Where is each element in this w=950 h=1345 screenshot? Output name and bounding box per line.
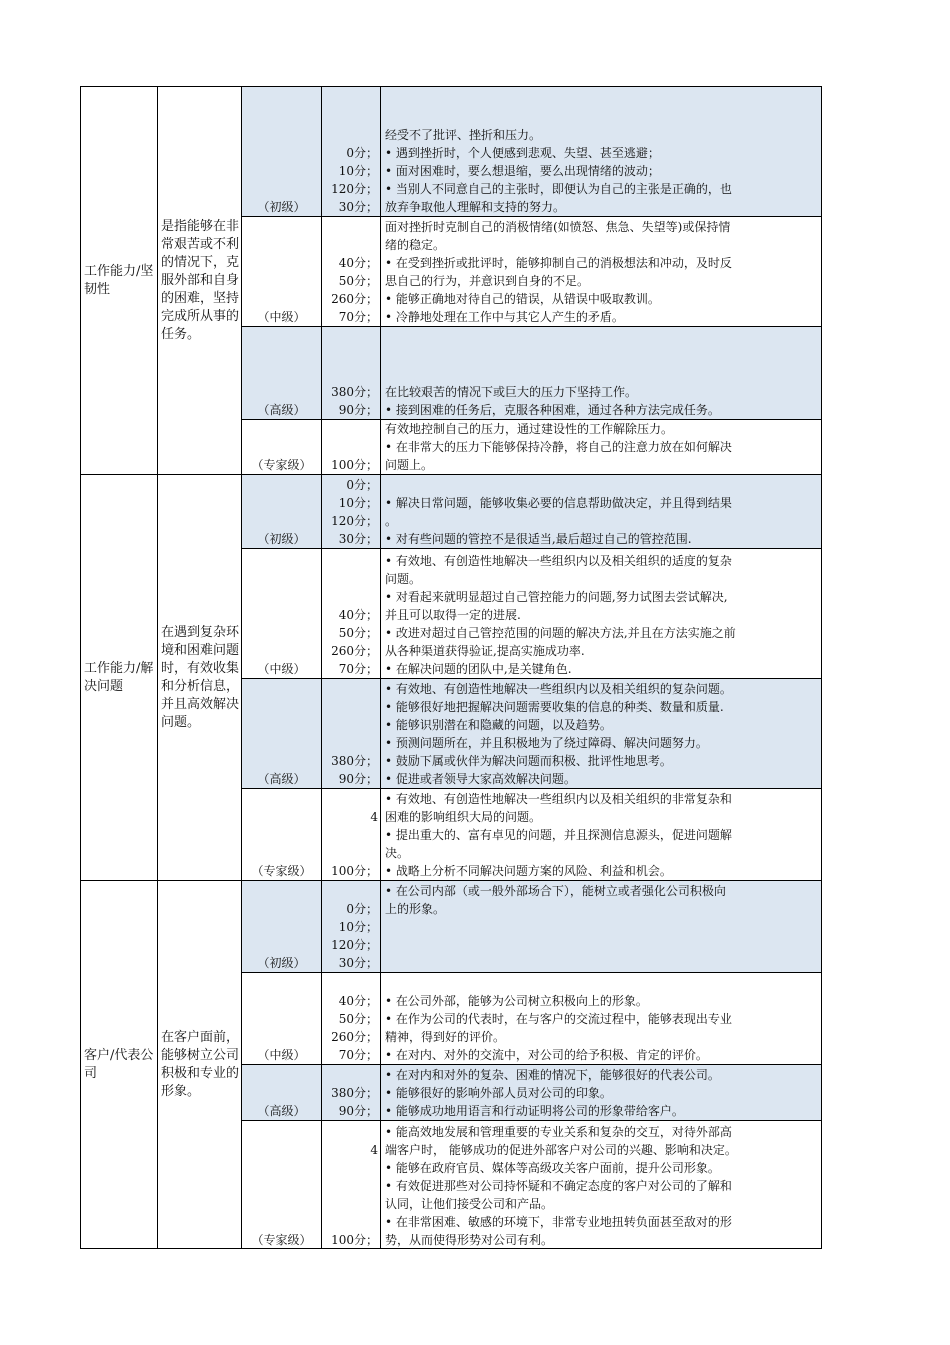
- description-cell: [380, 678, 821, 788]
- description-line: 困难的影响组织大局的问题。: [385, 810, 542, 824]
- description-line: • 有效促进那些对公司持怀疑和不确定态度的客户对公司的了解和: [385, 1179, 732, 1193]
- description-line: 上的形象。: [385, 902, 446, 916]
- score-line: 380分；: [331, 754, 378, 768]
- description-line: 绪的稳定。: [385, 238, 446, 252]
- level-label: （高级）: [257, 403, 306, 417]
- competency-table: [80, 86, 822, 1249]
- level-label: （高级）: [257, 1104, 306, 1118]
- level-cell: [241, 1064, 321, 1120]
- score-line: 0分；: [346, 478, 378, 492]
- description-cell: [380, 216, 821, 326]
- score-line: [331, 1177, 378, 1195]
- score-line: [331, 438, 378, 456]
- level-cell: [241, 326, 321, 419]
- category-label: 客户/代表公司: [84, 1048, 154, 1081]
- description-line: • 接到困难的任务后，克服各种困难，通过各种方法完成任务。: [385, 403, 720, 417]
- score-line: 30分；: [338, 532, 378, 546]
- description-list: [385, 1123, 815, 1249]
- score-list: [331, 900, 378, 972]
- score-line: 40分；: [338, 256, 378, 270]
- description-list: [385, 552, 815, 678]
- score-line: 120分；: [331, 514, 378, 528]
- definition-text: 在遇到复杂环境和困难问题时，有效收集和分析信息，并且高效解决问题。: [161, 624, 240, 730]
- description-line: • 遇到挫折时，个人便感到悲观、失望、甚至逃避；: [385, 146, 660, 160]
- description-line: • 预测问题所在，并且积极地为了绕过障碍、解决问题努力。: [385, 736, 708, 750]
- definition-cell: [157, 474, 241, 880]
- description-line: • 有效地、有创造性地解决一些组织内以及相关组织的复杂问题。: [385, 682, 732, 696]
- score-list: [331, 808, 378, 880]
- level-label: （专家级）: [251, 864, 312, 878]
- score-line: 100分；: [331, 1233, 378, 1247]
- description-line: 势，从而使得形势对公司有利。: [385, 1233, 554, 1247]
- score-list: [331, 383, 378, 419]
- score-list: [331, 419, 378, 474]
- definition-cell: [157, 880, 241, 1249]
- description-cell: [380, 1120, 821, 1249]
- description-line: • 鼓励下属或伙伴为解决问题而积极、批评性地思考。: [385, 754, 672, 768]
- description-line: • 能够很好地把握解决问题需要收集的信息的种类、数量和质量.: [385, 700, 724, 714]
- level-cell: [241, 678, 321, 788]
- description-cell: [380, 548, 821, 678]
- score-list: [331, 606, 378, 678]
- description-line: • 能够在政府官员、媒体等高级攻关客户面前，提升公司形象。: [385, 1161, 720, 1175]
- level-label: （初级）: [257, 532, 306, 546]
- description-line: • 能够正确地对待自己的错误，从错误中吸取教训。: [385, 292, 660, 306]
- level-label: （专家级）: [251, 1233, 312, 1247]
- description-line: • 能高效地发展和管理重要的专业关系和复杂的交互，对待外部高: [385, 1125, 732, 1139]
- description-cell: [380, 1064, 821, 1120]
- description-line: • 战略上分析不同解决问题方案的风险、利益和机会。: [385, 864, 672, 878]
- description-cell: [380, 326, 821, 419]
- score-line: 40分；: [338, 608, 378, 622]
- description-line: 问题。: [385, 572, 422, 586]
- description-line: • 在公司外部，能够为公司树立积极向上的形象。: [385, 994, 648, 1008]
- description-line: 从各种渠道获得验证,提高实施成功率.: [385, 644, 585, 658]
- description-line: • 在公司内部（或一般外部场合下），能树立或者强化公司积极向: [385, 884, 726, 898]
- category-label: 工作能力/解决问题: [84, 660, 154, 694]
- level-cell: [241, 86, 321, 216]
- description-line: • 冷静地处理在工作中与其它人产生的矛盾。: [385, 310, 624, 324]
- score-cell: [321, 86, 380, 216]
- level-label: （中级）: [257, 310, 306, 324]
- score-list: [331, 1141, 378, 1249]
- description-line: 决。: [385, 846, 410, 860]
- category-label: 工作能力/坚韧性: [84, 263, 154, 297]
- score-list: [331, 144, 378, 216]
- score-line: 50分；: [338, 274, 378, 288]
- description-line: 。: [385, 514, 398, 528]
- score-line: 0分；: [346, 902, 378, 916]
- score-line: 30分；: [338, 956, 378, 970]
- description-line: [385, 936, 815, 954]
- description-list: [385, 882, 815, 972]
- description-line: 问题上。: [385, 458, 434, 472]
- score-line: 380分；: [331, 1086, 378, 1100]
- score-line: 4: [370, 810, 378, 824]
- level-cell: [241, 419, 321, 474]
- score-line: 70分；: [338, 662, 378, 676]
- score-cell: [321, 678, 380, 788]
- description-line: • 解决日常问题，能够收集必要的信息帮助做决定，并且得到结果: [385, 496, 732, 510]
- level-cell: [241, 880, 321, 972]
- score-cell: [321, 880, 380, 972]
- description-list: [385, 992, 815, 1064]
- score-line: 90分；: [338, 1104, 378, 1118]
- description-line: • 能够识别潜在和隐藏的问题，以及趋势。: [385, 718, 612, 732]
- description-line: [385, 918, 815, 936]
- score-list: [331, 1084, 378, 1120]
- description-line: • 在对内和对外的复杂、困难的情况下，能够很好的代表公司。: [385, 1068, 720, 1082]
- score-cell: [321, 216, 380, 326]
- description-line: • 能够很好的影响外部人员对公司的印象。: [385, 1086, 612, 1100]
- description-line: • 提出重大的、富有卓见的问题，并且探测信息源头，促进问题解: [385, 828, 732, 842]
- description-list: [385, 494, 815, 548]
- score-line: 4: [370, 1143, 378, 1157]
- level-label: （高级）: [257, 772, 306, 786]
- description-line: • 有效地、有创造性地解决一些组织内以及相关组织的适度的复杂: [385, 554, 732, 568]
- level-label: （初级）: [257, 956, 306, 970]
- description-line: 思自己的行为，并意识到自身的不足。: [385, 274, 590, 288]
- definition-text: 在客户面前，能够树立公司积极和专业的形象。: [161, 1030, 240, 1099]
- score-line: 90分；: [338, 772, 378, 786]
- score-line: 100分；: [331, 864, 378, 878]
- score-line: 260分；: [331, 644, 378, 658]
- description-list: [385, 1066, 815, 1120]
- definition-cell: [157, 86, 241, 474]
- score-line: [331, 1195, 378, 1213]
- definition-text: 是指能够在非常艰苦或不利的情况下，克服外部和自身的困难，坚持完成所从事的任务。: [161, 218, 240, 342]
- level-cell: [241, 474, 321, 548]
- description-cell: [380, 972, 821, 1064]
- score-cell: [321, 326, 380, 419]
- score-line: 70分；: [338, 310, 378, 324]
- score-cell: [321, 548, 380, 678]
- score-line: 10分；: [338, 164, 378, 178]
- score-cell: [321, 972, 380, 1064]
- description-line: • 能够成功地用语言和行动证明将公司的形象带给客户。: [385, 1104, 684, 1118]
- description-line: • 在非常大的压力下能够保持冷静，将自己的注意力放在如何解决: [385, 440, 732, 454]
- description-list: [385, 383, 815, 419]
- level-label: （中级）: [257, 1048, 306, 1062]
- score-line: 70分；: [338, 1048, 378, 1062]
- description-list: [385, 126, 815, 216]
- description-line: 认同，让他们接受公司和产品。: [385, 1197, 554, 1211]
- score-line: 30分；: [338, 200, 378, 214]
- category-cell: [80, 474, 157, 880]
- description-line: • 改进对超过自己管控范围的问题的解决方法,并且在方法实施之前: [385, 626, 736, 640]
- score-line: 100分；: [331, 458, 378, 472]
- level-cell: [241, 972, 321, 1064]
- description-cell: [380, 474, 821, 548]
- description-line: • 在对内、对外的交流中，对公司的给予积极、肯定的评价。: [385, 1048, 708, 1062]
- category-cell: [80, 86, 157, 474]
- score-cell: [321, 474, 380, 548]
- description-line: 面对挫折时克制自己的消极情绪(如愤怒、焦急、失望等)或保持情: [385, 220, 731, 234]
- description-line: 精神，得到好的评价。: [385, 1030, 506, 1044]
- description-cell: [380, 86, 821, 216]
- description-line: • 对有些问题的管控不是很适当,最后超过自己的管控范围.: [385, 532, 692, 546]
- description-line: 并且可以取得一定的进展.: [385, 608, 521, 622]
- score-line: 90分；: [338, 403, 378, 417]
- level-cell: [241, 788, 321, 880]
- score-line: 260分；: [331, 1030, 378, 1044]
- level-label: （专家级）: [251, 458, 312, 472]
- level-cell: [241, 548, 321, 678]
- description-line: • 在解决问题的团队中,是关键角色.: [385, 662, 572, 676]
- description-list: [385, 420, 815, 474]
- description-cell: [380, 880, 821, 972]
- score-line: 120分；: [331, 182, 378, 196]
- level-cell: [241, 216, 321, 326]
- score-list: [331, 752, 378, 788]
- score-list: [331, 476, 378, 548]
- score-line: 120分；: [331, 938, 378, 952]
- score-line: [331, 844, 378, 862]
- description-line: • 有效地、有创造性地解决一些组织内以及相关组织的非常复杂和: [385, 792, 732, 806]
- score-line: [331, 1213, 378, 1231]
- score-line: 260分；: [331, 292, 378, 306]
- description-line: • 在作为公司的代表时，在与客户的交流过程中，能够表现出专业: [385, 1012, 732, 1026]
- score-list: [331, 992, 378, 1064]
- score-line: [331, 1159, 378, 1177]
- description-line: 经受不了批评、挫折和压力。: [385, 128, 542, 142]
- description-cell: [380, 419, 821, 474]
- score-list: [331, 254, 378, 326]
- score-line: 50分；: [338, 1012, 378, 1026]
- level-label: （初级）: [257, 200, 306, 214]
- score-line: 0分；: [346, 146, 378, 160]
- description-line: • 当别人不同意自己的主张时，即便认为自己的主张是正确的，也: [385, 182, 732, 196]
- description-line: [385, 954, 815, 972]
- description-line: 放弃争取他人理解和支持的努力。: [385, 200, 566, 214]
- description-line: 端客户时， 能够成功的促进外部客户对公司的兴趣、影响和决定。: [385, 1143, 737, 1157]
- description-line: • 促进或者领导大家高效解决问题。: [385, 772, 576, 786]
- score-line: [331, 826, 378, 844]
- score-cell: [321, 1120, 380, 1249]
- description-line: • 在受到挫折或批评时，能够抑制自己的消极想法和冲动，及时反: [385, 256, 732, 270]
- description-cell: [380, 788, 821, 880]
- score-cell: [321, 788, 380, 880]
- description-line: 在比较艰苦的情况下或巨大的压力下坚持工作。: [385, 385, 638, 399]
- level-cell: [241, 1120, 321, 1249]
- description-line: 有效地控制自己的压力，通过建设性的工作解除压力。: [385, 422, 674, 436]
- category-cell: [80, 880, 157, 1249]
- score-line: 10分；: [338, 496, 378, 510]
- score-cell: [321, 1064, 380, 1120]
- description-list: [385, 680, 815, 788]
- level-label: （中级）: [257, 662, 306, 676]
- score-line: 10分；: [338, 920, 378, 934]
- description-line: • 面对困难时，要么想退缩，要么出现情绪的波动；: [385, 164, 660, 178]
- score-line: 40分；: [338, 994, 378, 1008]
- score-line: 50分；: [338, 626, 378, 640]
- score-line: [331, 420, 378, 438]
- score-cell: [321, 419, 380, 474]
- description-list: [385, 790, 815, 880]
- description-line: • 在非常困难、敏感的环境下，非常专业地扭转负面甚至敌对的形: [385, 1215, 732, 1229]
- description-line: • 对看起来就明显超过自己管控能力的问题,努力试图去尝试解决,: [385, 590, 728, 604]
- score-line: 380分；: [331, 385, 378, 399]
- description-list: [385, 218, 815, 326]
